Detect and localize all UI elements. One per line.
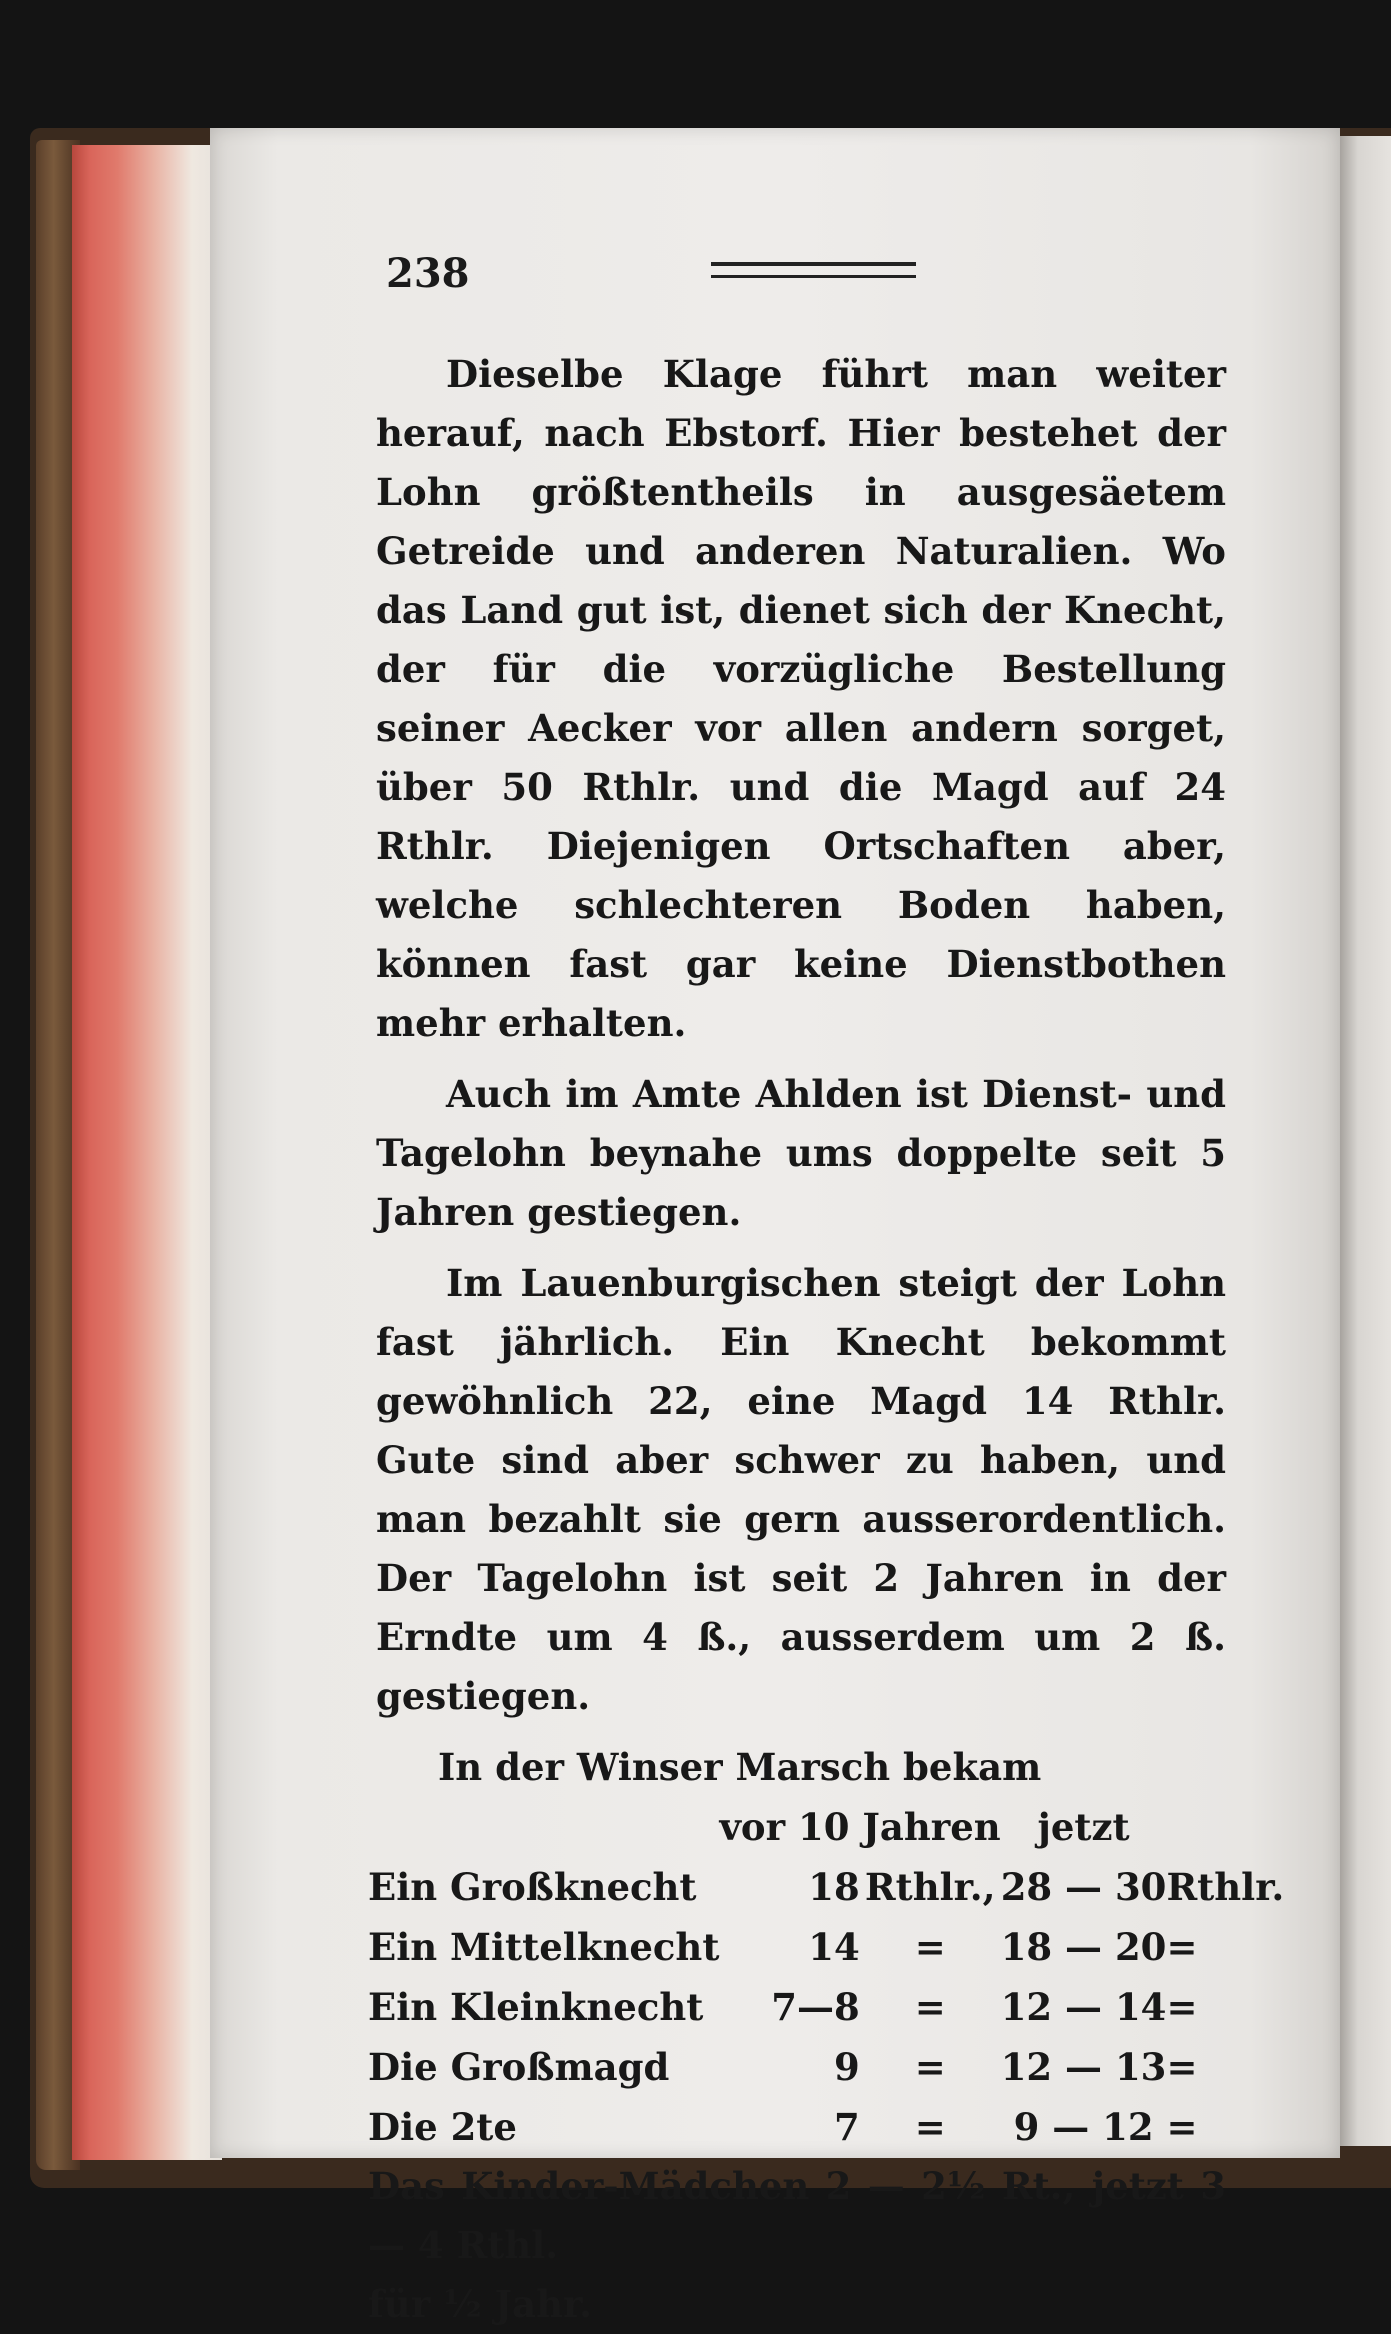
row-new-value: 12 — 14 <box>1000 1984 1167 2029</box>
row-old-unit: = <box>914 1924 946 1969</box>
row-new-unit: Rthlr. <box>1166 1864 1285 1909</box>
header-now: jetzt <box>1037 1804 1130 1849</box>
wage-table-header <box>368 1797 1284 1857</box>
row-new-unit: = <box>1166 2104 1198 2149</box>
table-row <box>368 1857 1284 1917</box>
header-rule <box>711 262 916 278</box>
table-row <box>368 1917 1284 1977</box>
page-number: 238 <box>386 250 470 297</box>
table-row <box>368 2097 1284 2157</box>
row-label: Die 2te <box>368 2104 517 2149</box>
row-old-unit: = <box>914 2104 946 2149</box>
paragraph-lauenburg: Im Lauenburgischen steigt der Lohn fast jährlich. Ein Knecht bekommt gewöhnlich 22, eine Magd 14 Rthlr. Gute sind aber schwer zu haben, und man bezahlt sie gern ausserordentlich. Der Tagelohn ist seit 2 Jahren in der Erndte um 4 ß., ausserdem um 2 ß. gestiegen. <box>376 1261 1226 1718</box>
row-label: Ein Kleinknecht <box>368 1984 704 2029</box>
table-row <box>368 1977 1284 2037</box>
closing-line-half-year: für ½ Jahr. <box>368 2282 593 2326</box>
row-new-value: 12 — 13 <box>1000 2044 1167 2089</box>
row-new-unit: = <box>1166 1984 1198 2029</box>
wage-table <box>368 1797 1284 2157</box>
paragraph-ebstorf: Dieselbe Klage führt man weiter herauf, nach Ebstorf. Hier bestehet der Lohn größtentheils in ausgesäetem Getreide und anderen Naturalien. Wo das Land gut ist, dienet sich der Knecht, der für die vorzügliche Bestellung seiner Aecker vor allen andern sorget, über 50 Rthlr. und die Magd auf 24 Rthlr. Diejenigen Ortschaften aber, welche schlechteren Boden haben, können fast gar keine Dienstbothen mehr erhalten. <box>376 352 1226 1045</box>
closing-line-kindermaedchen: Das Kinder-Mädchen 2 — 2½ Rt., jetzt 3 — 4 Rthl. <box>368 2164 1226 2267</box>
row-old-value: 9 <box>833 2044 860 2089</box>
row-old-value: 18 <box>808 1864 860 1909</box>
page-header <box>386 250 1216 310</box>
page-edges <box>72 145 222 2160</box>
header-before: vor 10 Jahren <box>719 1804 1001 1849</box>
table-row <box>368 2037 1284 2097</box>
row-old-value: 14 <box>808 1924 860 1969</box>
row-new-value: 9 — 12 <box>1013 2104 1154 2149</box>
row-new-unit: = <box>1166 2044 1198 2089</box>
row-old-value: 7—8 <box>771 1984 860 2029</box>
row-old-unit: = <box>914 2044 946 2089</box>
paragraph-ahlden: Auch im Amte Ahlden ist Dienst- und Tagelohn beynahe ums doppelte seit 5 Jahren gestiegen. <box>376 1072 1226 1234</box>
row-old-value: 7 <box>833 2104 860 2149</box>
row-new-value: 28 — 30 <box>1000 1864 1167 1909</box>
row-new-unit: = <box>1166 1924 1198 1969</box>
row-label: Die Großmagd <box>368 2044 670 2089</box>
row-old-unit: = <box>914 1984 946 2029</box>
row-old-unit: Rthlr., <box>864 1864 996 1909</box>
facing-page-edge <box>1336 136 1391 2146</box>
row-new-value: 18 — 20 <box>1000 1924 1167 1969</box>
winser-marsch-heading: In der Winser Marsch bekam <box>438 1745 1042 1789</box>
row-label: Ein Mittelknecht <box>368 1924 720 1969</box>
page-body <box>368 345 1285 2334</box>
row-label: Ein Großknecht <box>368 1864 697 1909</box>
